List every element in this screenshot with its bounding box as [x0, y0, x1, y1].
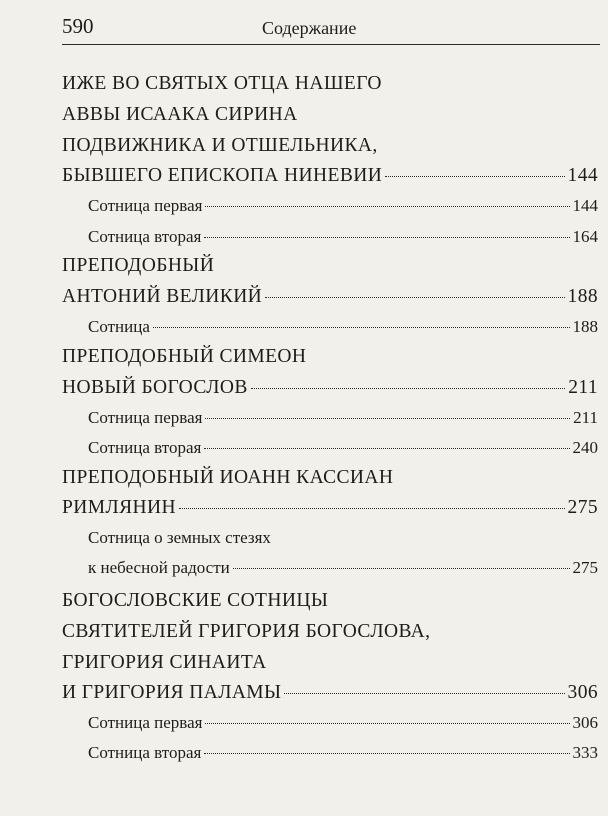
dot-leader [205, 723, 569, 724]
toc-entry-text: Сотница первая [88, 408, 203, 427]
toc-entry-text: ПРЕПОДОБНЫЙ СИМЕОН [62, 346, 307, 367]
toc-section-heading-line [62, 620, 430, 644]
toc-page-number: 144 [572, 196, 598, 215]
toc-section-heading-line [62, 345, 306, 369]
toc-page-number: 275 [572, 558, 598, 577]
toc-entry-text: ГРИГОРИЯ СИНАИТА [62, 652, 267, 673]
toc-section-heading-line-last [62, 285, 598, 309]
toc-section-heading-line-last [62, 681, 598, 705]
toc-entry-text: ИЖЕ ВО СВЯТЫХ ОТЦА НАШЕГО [62, 73, 382, 94]
toc-page-number: 306 [567, 682, 598, 703]
toc-page-number: 211 [568, 377, 598, 398]
toc-section-heading-line [62, 589, 328, 613]
toc-entry-text: АВВЫ ИСААКА СИРИНА [62, 104, 298, 125]
toc-entry-text: Сотница вторая [88, 438, 202, 457]
toc-page-number: 144 [567, 165, 598, 186]
toc-page-number: 188 [572, 317, 598, 336]
toc-entry-line [88, 225, 598, 249]
toc-section-heading-line [62, 466, 393, 490]
toc-entry-text: Сотница первая [88, 196, 203, 215]
toc-entry-line [88, 741, 598, 765]
page-number: 590 [62, 14, 94, 38]
toc-entry-text: Сотница о земных стезях [88, 528, 271, 547]
dot-leader [251, 388, 565, 389]
toc-section-heading-line-last [62, 496, 598, 520]
toc-entry-text: БЫВШЕГО ЕПИСКОПА НИНЕВИИ [62, 165, 383, 186]
toc-page-number: 275 [567, 497, 598, 518]
toc-entry-line [88, 556, 598, 580]
toc-entry-text: РИМЛЯНИН [62, 497, 176, 518]
toc-entry-text: АНТОНИЙ ВЕЛИКИЙ [62, 286, 263, 307]
toc-entry-text: ПРЕПОДОБНЫЙ [62, 255, 215, 276]
toc-page-number: 333 [572, 743, 598, 762]
toc-page-number: 306 [572, 713, 598, 732]
dot-leader [233, 568, 570, 569]
toc-page-number: 164 [572, 227, 598, 246]
toc-entry-text: Сотница вторая [88, 227, 202, 246]
dot-leader [385, 176, 564, 177]
toc-entry-text: НОВЫЙ БОГОСЛОВ [62, 377, 248, 398]
toc-entry-text: Сотница [88, 317, 150, 336]
dot-leader [284, 693, 564, 694]
toc-section-heading-line-last [62, 164, 598, 188]
toc-entry-text: к небесной радости [88, 558, 230, 577]
running-title: Содержание [262, 18, 357, 38]
toc-entry-line [88, 436, 598, 460]
toc-page-number: 211 [573, 408, 598, 427]
toc-entry-text: ПРЕПОДОБНЫЙ ИОАНН КАССИАН [62, 467, 394, 488]
dot-leader [204, 237, 569, 238]
toc-page-number: 240 [572, 438, 598, 457]
toc-section-heading-line [62, 72, 382, 96]
dot-leader [179, 508, 565, 509]
toc-section-heading-line-last [62, 376, 598, 400]
toc-entry-line [88, 406, 598, 430]
toc-entry-line [88, 711, 598, 735]
toc-entry-line [88, 526, 271, 550]
toc-entry-text: ПОДВИЖНИКА И ОТШЕЛЬНИКА, [62, 135, 378, 156]
toc-section-heading-line [62, 134, 378, 158]
toc-entry-text: Сотница вторая [88, 743, 202, 762]
toc-section-heading-line [62, 254, 214, 278]
dot-leader [153, 327, 570, 328]
toc-entry-text: И ГРИГОРИЯ ПАЛАМЫ [62, 682, 282, 703]
toc-page-number: 188 [567, 286, 598, 307]
toc-entry-line [88, 315, 598, 339]
dot-leader [205, 418, 570, 419]
dot-leader [204, 448, 569, 449]
dot-leader [204, 753, 569, 754]
dot-leader [205, 206, 569, 207]
toc-entry-text: БОГОСЛОВСКИЕ СОТНИЦЫ [62, 590, 329, 611]
dot-leader [265, 297, 564, 298]
toc-entry-line [88, 194, 598, 218]
toc-entry-text: СВЯТИТЕЛЕЙ ГРИГОРИЯ БОГОСЛОВА, [62, 621, 431, 642]
toc-section-heading-line [62, 103, 298, 127]
toc-entry-text: Сотница первая [88, 713, 203, 732]
toc-section-heading-line [62, 651, 267, 675]
